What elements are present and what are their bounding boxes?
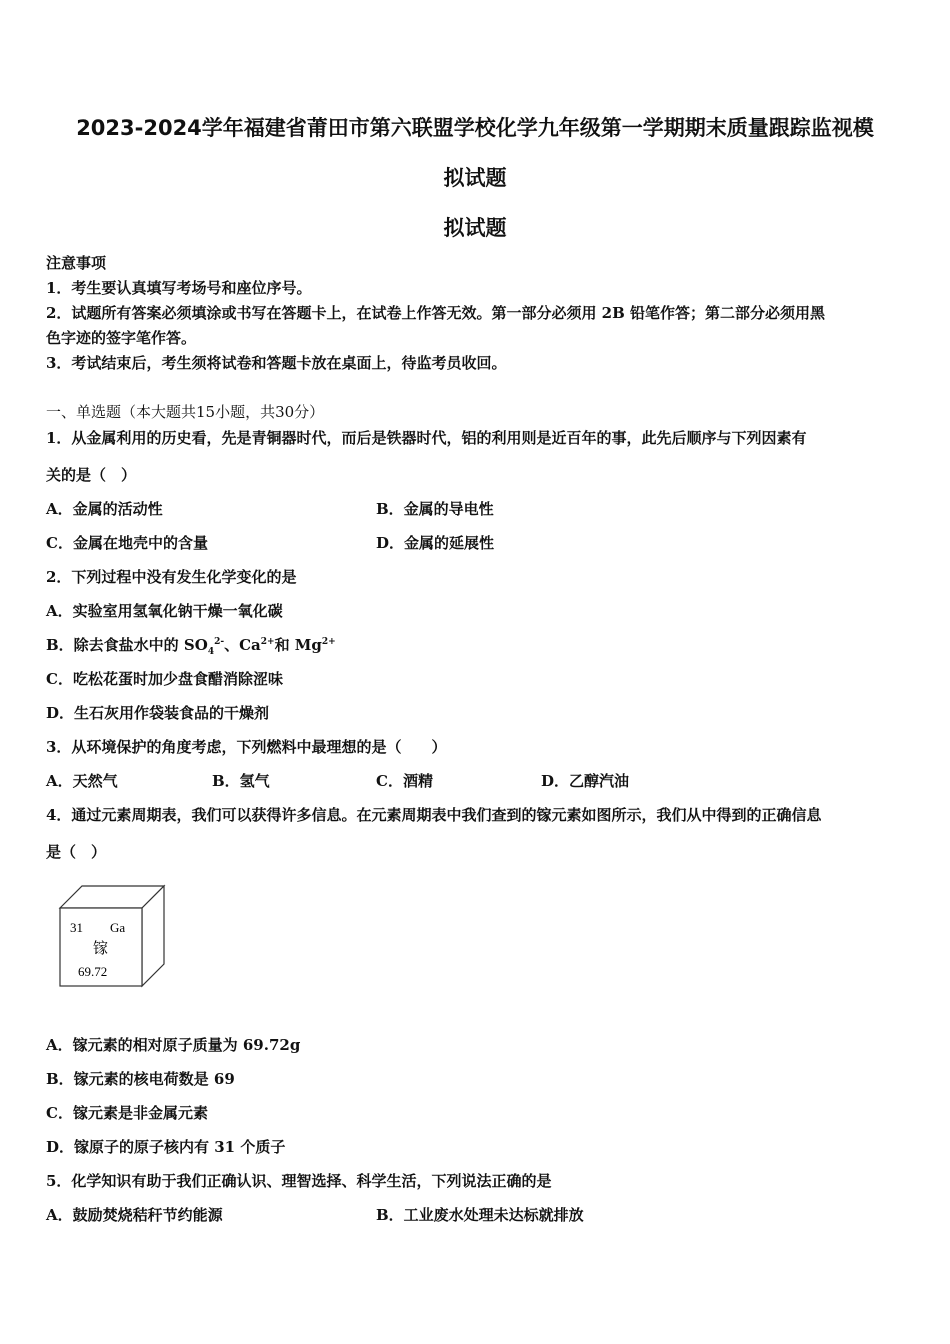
q2-stem: 2．下列过程中没有发生化学变化的是 [46,568,297,586]
q4-option-c: C．镓元素是非金属元素 [46,1104,208,1122]
element-symbol: Ga [110,920,126,935]
note-item-3: 3．考试结束后，考生须将试卷和答题卡放在桌面上，待监考员收回。 [46,354,507,372]
notes-heading: 注意事项 [46,254,107,272]
q3-stem: 3．从环境保护的角度考虑，下列燃料中最理想的是（ ） [46,738,447,756]
element-cell-figure [58,884,168,988]
q5-option-b: B．工业废水处理未达标就排放 [376,1206,584,1224]
q5-option-a: A．鼓励焚烧秸秆节约能源 [46,1206,223,1224]
q3-option-a: A．天然气 [46,772,118,790]
q1-option-a: A．金属的活动性 [46,500,163,518]
q2-option-a: A．实验室用氢氧化钠干燥一氧化碳 [46,602,283,620]
page-subtitle: 拟试题 [443,216,507,240]
q2-option-b [46,634,336,657]
q5-stem: 5．化学知识有助于我们正确认识、理智选择、科学生活，下列说法正确的是 [46,1172,552,1190]
element-mass: 69.72 [78,964,108,979]
q2-sup-ca: 2+ [260,637,275,647]
q4-option-b: B．镓元素的核电荷数是 69 [46,1070,235,1088]
q3-option-c: C．酒精 [376,772,433,790]
element-name: 镓 [93,939,109,957]
q1-stem-continued: 关的是（ ） [46,466,137,484]
q2-option-d: D．生石灰用作袋装食品的干燥剂 [46,704,270,722]
q3-option-b: B．氢气 [212,772,270,790]
q4-stem-continued: 是（ ） [46,843,107,861]
section-heading: 一、单选题（本大题共15小题，共30分） [46,403,325,421]
q4-option-a: A．镓元素的相对原子质量为 69.72g [46,1036,301,1054]
q2-option-b-text: B．除去食盐水中的 SO [46,636,208,654]
q2-sup-mg: 2+ [321,637,336,647]
q1-option-c: C．金属在地壳中的含量 [46,534,208,552]
q2-sup-so4: 2- [214,637,225,647]
q2-option-c: C．吃松花蛋时加少盘食醋消除涩味 [46,670,283,688]
q2-ca: 、Ca [224,636,261,654]
page-title-continued: 拟试题 [443,166,507,190]
note-item-2: 2．试题所有答案必须填涂或书写在答题卡上，在试卷上作答无效。第一部分必须用 2B 铅笔作答；第二部分必须用黑 [46,304,826,322]
note-item-2-continued: 色字迹的签字笔作答。 [46,329,197,347]
element-number: 31 [70,920,83,935]
q4-option-d: D．镓原子的原子核内有 31 个质子 [46,1138,286,1156]
q3-option-d: D．乙醇汽油 [541,772,630,790]
page-title: 2023-2024学年福建省莆田市第六联盟学校化学九年级第一学期期末质量跟踪监视模 [76,116,874,140]
q4-stem: 4．通过元素周期表，我们可以获得许多信息。在元素周期表中我们查到的镓元素如图所示，我们从中得到的正确信息 [46,806,822,824]
q1-stem: 1．从金属利用的历史看，先是青铜器时代，而后是铁器时代，铝的利用则是近百年的事，此先后顺序与下列因素有 [46,429,807,447]
q1-option-b: B．金属的导电性 [376,500,494,518]
note-item-1: 1．考生要认真填写考场号和座位序号。 [46,279,312,297]
q2-mg: 和 Mg [274,636,322,654]
q2-sub-4: 4 [207,647,215,657]
q1-option-d: D．金属的延展性 [376,534,495,552]
